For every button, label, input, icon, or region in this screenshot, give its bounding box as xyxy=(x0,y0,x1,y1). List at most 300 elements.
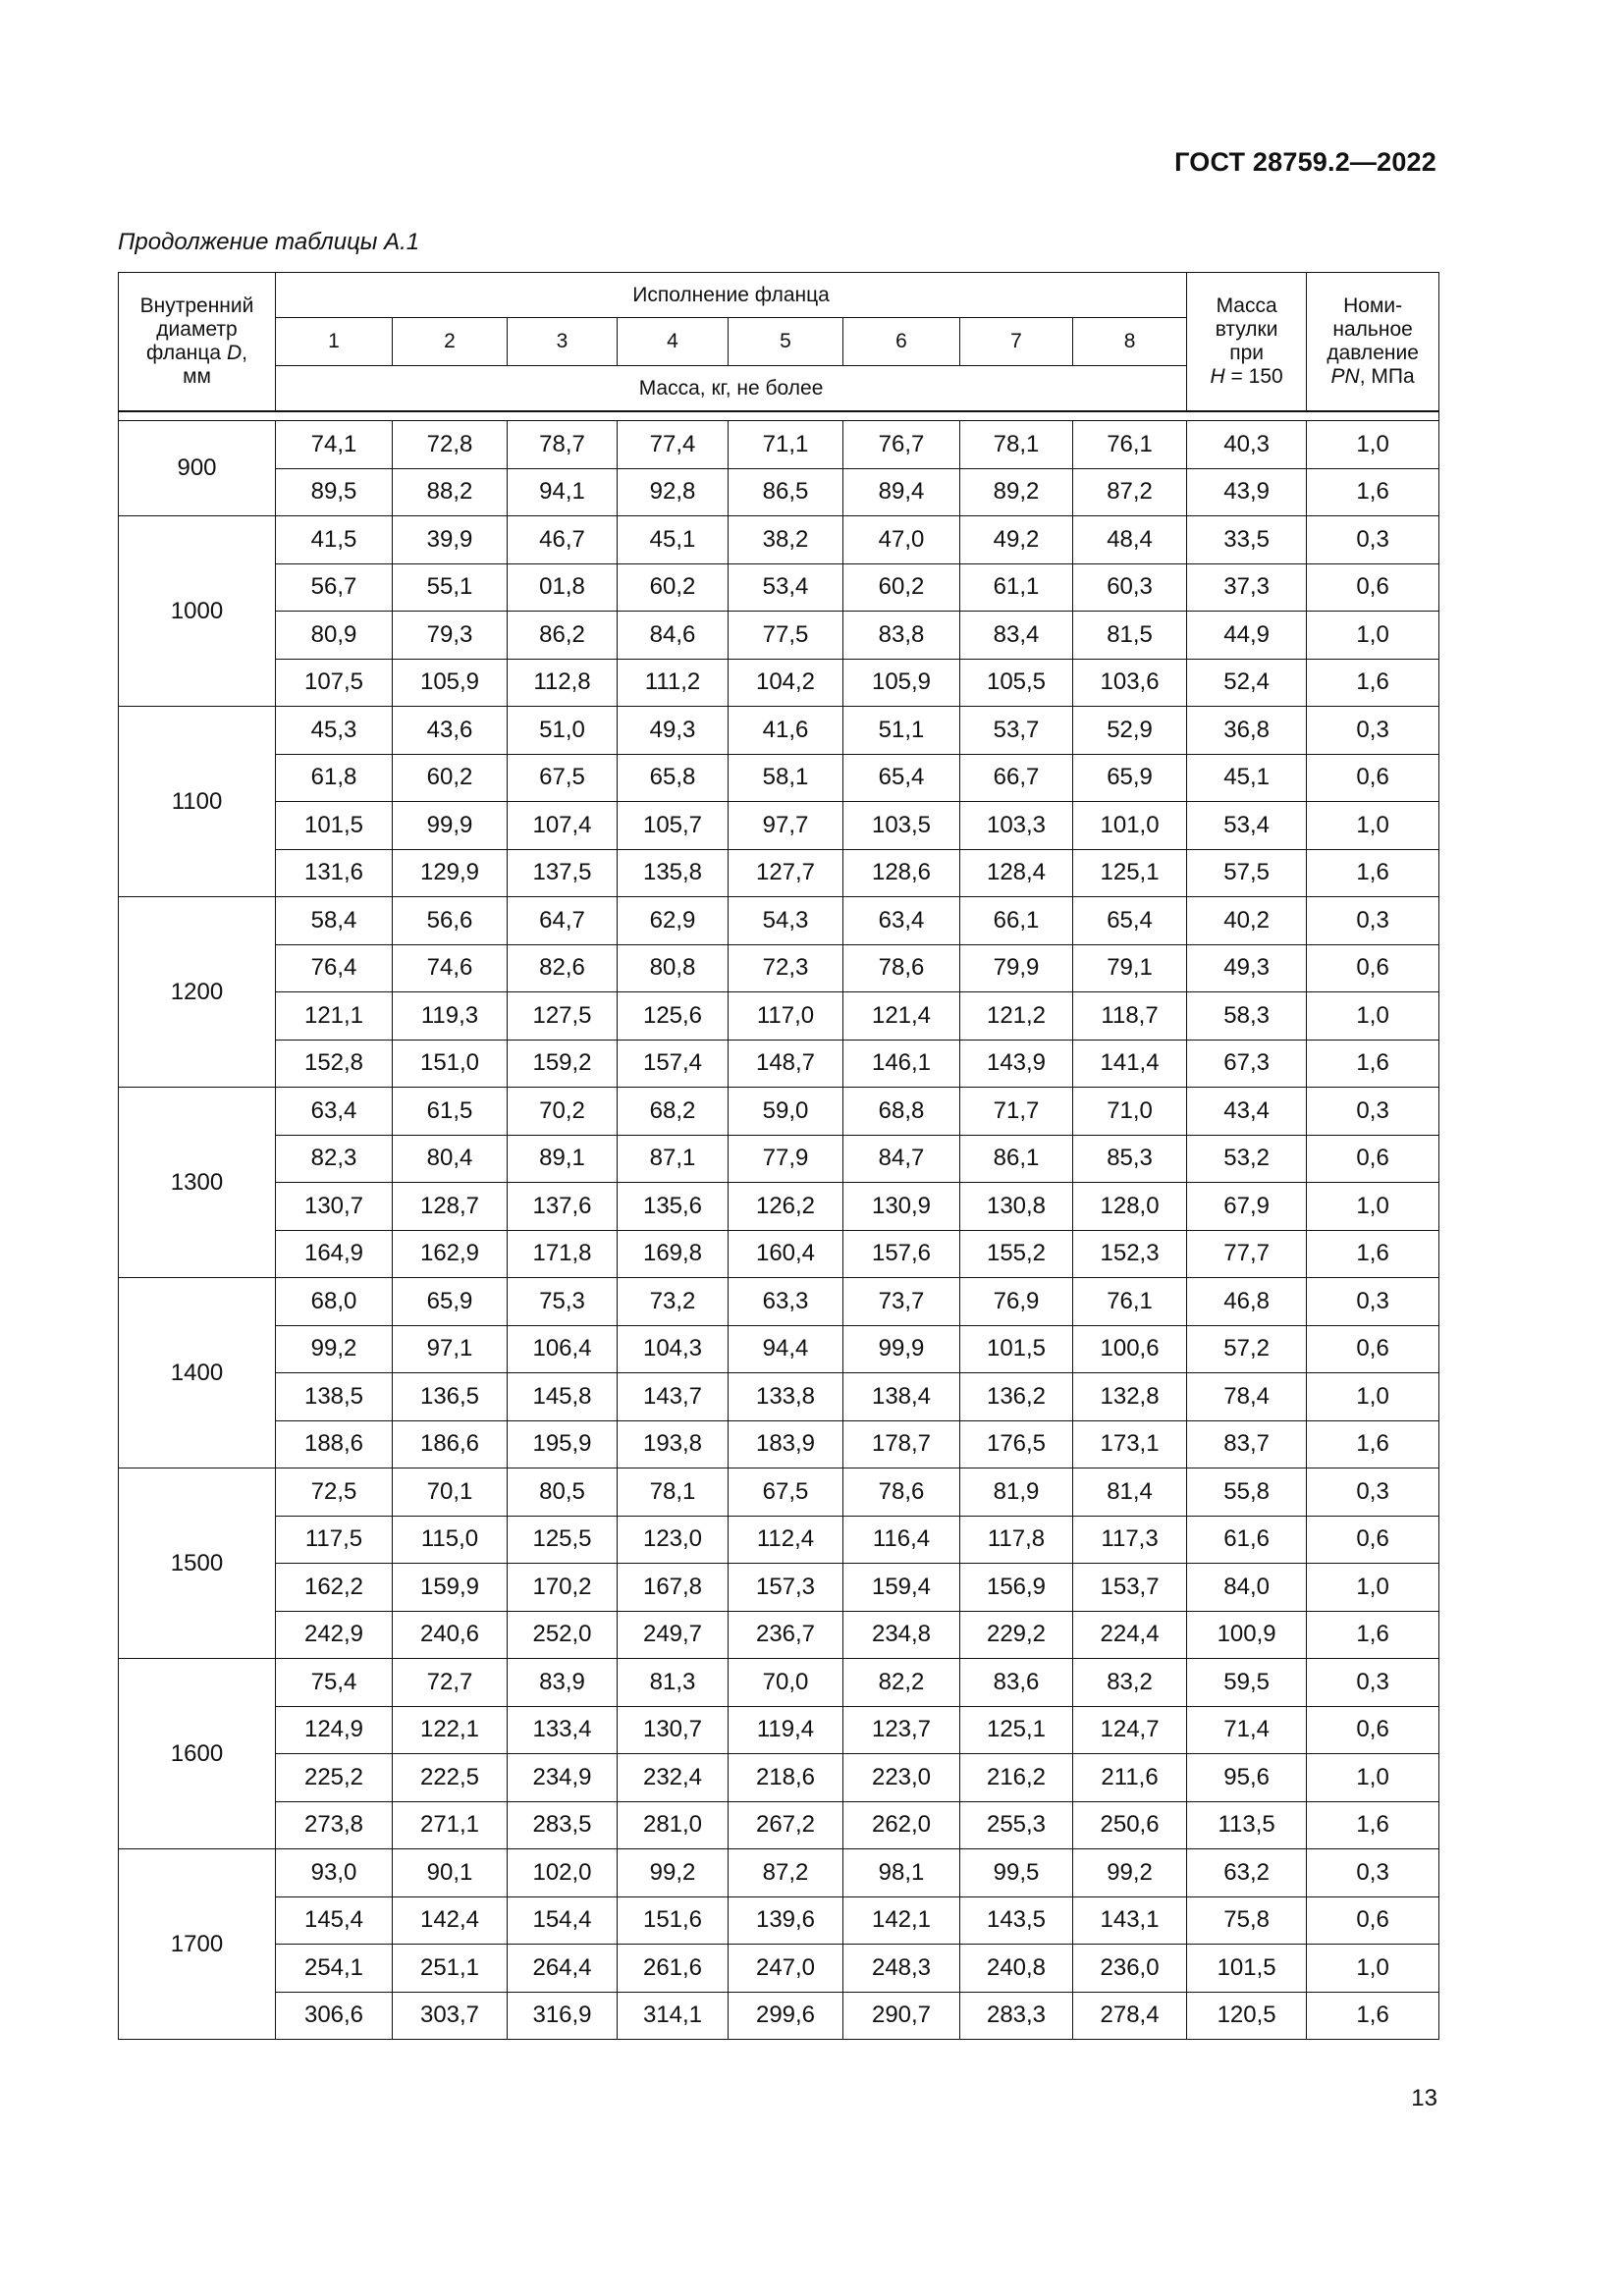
mass-cell: 66,1 xyxy=(960,897,1073,945)
mass-cell: 70,2 xyxy=(508,1088,618,1136)
mass-cell: 43,6 xyxy=(393,707,508,755)
mass-cell: 60,2 xyxy=(393,754,508,802)
table-row xyxy=(119,1706,1439,1754)
mass-cell: 117,5 xyxy=(276,1516,393,1564)
mass-cell: 83,4 xyxy=(960,612,1073,660)
mass-cell: 229,2 xyxy=(960,1611,1073,1659)
mass-cell: 143,1 xyxy=(1073,1896,1187,1945)
mass-cell: 81,5 xyxy=(1073,612,1187,660)
hub-mass-cell: 53,2 xyxy=(1187,1135,1307,1183)
table-row xyxy=(119,1659,1439,1707)
mass-cell: 234,8 xyxy=(843,1611,960,1659)
mass-cell: 58,1 xyxy=(729,754,843,802)
mass-cell: 105,7 xyxy=(618,802,729,850)
mass-cell: 99,9 xyxy=(843,1325,960,1373)
mass-cell: 60,3 xyxy=(1073,563,1187,612)
mass-cell: 112,8 xyxy=(508,659,618,707)
document-code: ГОСТ 28759.2—2022 xyxy=(1174,147,1436,177)
mass-cell: 222,5 xyxy=(393,1754,508,1802)
mass-cell: 45,3 xyxy=(276,707,393,755)
mass-cell: 76,9 xyxy=(960,1278,1073,1326)
diameter-cell: 1100 xyxy=(119,707,276,897)
hub-mass-cell: 43,9 xyxy=(1187,468,1307,516)
mass-cell: 130,9 xyxy=(843,1183,960,1231)
pressure-cell: 1,6 xyxy=(1307,1230,1439,1278)
mass-cell: 87,2 xyxy=(1073,468,1187,516)
mass-cell: 72,5 xyxy=(276,1468,393,1517)
pressure-cell: 0,6 xyxy=(1307,1135,1439,1183)
mass-cell: 148,7 xyxy=(729,1040,843,1088)
mass-cell: 70,1 xyxy=(393,1468,508,1517)
mass-cell: 250,6 xyxy=(1073,1801,1187,1849)
mass-cell: 130,7 xyxy=(618,1706,729,1754)
mass-cell: 97,7 xyxy=(729,802,843,850)
diameter-cell: 1200 xyxy=(119,897,276,1088)
mass-cell: 223,0 xyxy=(843,1754,960,1802)
mass-cell: 46,7 xyxy=(508,516,618,564)
hub-mass-cell: 58,3 xyxy=(1187,992,1307,1041)
mass-cell: 151,0 xyxy=(393,1040,508,1088)
mass-cell: 86,1 xyxy=(960,1135,1073,1183)
mass-cell: 121,4 xyxy=(843,992,960,1041)
table-row xyxy=(119,1611,1439,1659)
mass-cell: 68,2 xyxy=(618,1088,729,1136)
header-separator xyxy=(119,411,1439,421)
mass-cell: 136,5 xyxy=(393,1373,508,1421)
pressure-cell: 1,0 xyxy=(1307,612,1439,660)
pressure-cell: 1,6 xyxy=(1307,1992,1439,2040)
mass-cell: 94,4 xyxy=(729,1325,843,1373)
pressure-cell: 0,6 xyxy=(1307,1706,1439,1754)
mass-cell: 142,1 xyxy=(843,1896,960,1945)
pressure-cell: 1,6 xyxy=(1307,659,1439,707)
mass-cell: 61,1 xyxy=(960,563,1073,612)
mass-cell: 236,0 xyxy=(1073,1945,1187,1993)
mass-cell: 86,5 xyxy=(729,468,843,516)
mass-cell: 39,9 xyxy=(393,516,508,564)
mass-cell: 87,1 xyxy=(618,1135,729,1183)
pressure-cell: 1,0 xyxy=(1307,1373,1439,1421)
mass-cell: 146,1 xyxy=(843,1040,960,1088)
mass-cell: 01,8 xyxy=(508,563,618,612)
mass-cell: 152,8 xyxy=(276,1040,393,1088)
table-row xyxy=(119,1135,1439,1183)
table-row xyxy=(119,1420,1439,1468)
execution-number: 2 xyxy=(393,318,508,366)
mass-cell: 100,6 xyxy=(1073,1325,1187,1373)
mass-cell: 53,4 xyxy=(729,563,843,612)
mass-cell: 252,0 xyxy=(508,1611,618,1659)
mass-cell: 261,6 xyxy=(618,1945,729,1993)
mass-cell: 88,2 xyxy=(393,468,508,516)
mass-cell: 105,9 xyxy=(843,659,960,707)
mass-cell: 153,7 xyxy=(1073,1564,1187,1612)
hub-mass-cell: 57,2 xyxy=(1187,1325,1307,1373)
mass-cell: 232,4 xyxy=(618,1754,729,1802)
mass-cell: 236,7 xyxy=(729,1611,843,1659)
mass-cell: 103,3 xyxy=(960,802,1073,850)
table-row xyxy=(119,1088,1439,1136)
mass-cell: 105,5 xyxy=(960,659,1073,707)
mass-cell: 51,0 xyxy=(508,707,618,755)
mass-cell: 183,9 xyxy=(729,1420,843,1468)
mass-cell: 80,9 xyxy=(276,612,393,660)
hub-mass-cell: 67,3 xyxy=(1187,1040,1307,1088)
pressure-cell: 0,6 xyxy=(1307,1516,1439,1564)
table-row xyxy=(119,1230,1439,1278)
mass-cell: 316,9 xyxy=(508,1992,618,2040)
pressure-cell: 0,3 xyxy=(1307,707,1439,755)
table-row xyxy=(119,897,1439,945)
mass-cell: 218,6 xyxy=(729,1754,843,1802)
mass-cell: 48,4 xyxy=(1073,516,1187,564)
mass-cell: 54,3 xyxy=(729,897,843,945)
table-row xyxy=(119,1849,1439,1897)
mass-cell: 107,4 xyxy=(508,802,618,850)
pressure-cell: 1,6 xyxy=(1307,1420,1439,1468)
pressure-cell: 0,3 xyxy=(1307,1468,1439,1517)
mass-cell: 255,3 xyxy=(960,1801,1073,1849)
hub-mass-cell: 53,4 xyxy=(1187,802,1307,850)
mass-cell: 78,1 xyxy=(960,421,1073,469)
column-header-hub-mass: Масса втулки при H = 150 xyxy=(1187,273,1307,412)
mass-cell: 56,6 xyxy=(393,897,508,945)
table-row xyxy=(119,659,1439,707)
hub-mass-cell: 71,4 xyxy=(1187,1706,1307,1754)
mass-cell: 66,7 xyxy=(960,754,1073,802)
mass-cell: 131,6 xyxy=(276,849,393,897)
mass-cell: 65,9 xyxy=(1073,754,1187,802)
hub-mass-cell: 78,4 xyxy=(1187,1373,1307,1421)
mass-cell: 133,8 xyxy=(729,1373,843,1421)
pressure-cell: 1,0 xyxy=(1307,1754,1439,1802)
table-row xyxy=(119,849,1439,897)
mass-cell: 145,8 xyxy=(508,1373,618,1421)
mass-cell: 143,5 xyxy=(960,1896,1073,1945)
pressure-cell: 0,6 xyxy=(1307,944,1439,992)
mass-cell: 60,2 xyxy=(843,563,960,612)
mass-cell: 234,9 xyxy=(508,1754,618,1802)
pressure-cell: 0,3 xyxy=(1307,1659,1439,1707)
mass-cell: 79,9 xyxy=(960,944,1073,992)
execution-number: 1 xyxy=(276,318,393,366)
mass-cell: 135,6 xyxy=(618,1183,729,1231)
table-row xyxy=(119,707,1439,755)
mass-cell: 143,9 xyxy=(960,1040,1073,1088)
mass-cell: 159,9 xyxy=(393,1564,508,1612)
diameter-cell: 1000 xyxy=(119,516,276,707)
mass-cell: 157,4 xyxy=(618,1040,729,1088)
mass-cell: 138,4 xyxy=(843,1373,960,1421)
mass-cell: 124,7 xyxy=(1073,1706,1187,1754)
mass-cell: 247,0 xyxy=(729,1945,843,1993)
mass-cell: 61,8 xyxy=(276,754,393,802)
diameter-cell: 1300 xyxy=(119,1088,276,1278)
hub-mass-cell: 57,5 xyxy=(1187,849,1307,897)
hub-mass-cell: 37,3 xyxy=(1187,563,1307,612)
mass-cell: 38,2 xyxy=(729,516,843,564)
mass-cell: 53,7 xyxy=(960,707,1073,755)
mass-cell: 119,4 xyxy=(729,1706,843,1754)
mass-cell: 124,9 xyxy=(276,1706,393,1754)
execution-number: 6 xyxy=(843,318,960,366)
mass-cell: 154,4 xyxy=(508,1896,618,1945)
mass-cell: 99,2 xyxy=(1073,1849,1187,1897)
diameter-cell: 900 xyxy=(119,421,276,516)
pressure-cell: 0,3 xyxy=(1307,1088,1439,1136)
table-caption: Продолжение таблицы А.1 xyxy=(118,229,420,255)
mass-cell: 72,8 xyxy=(393,421,508,469)
mass-cell: 77,9 xyxy=(729,1135,843,1183)
mass-cell: 169,8 xyxy=(618,1230,729,1278)
pressure-cell: 0,6 xyxy=(1307,1896,1439,1945)
hub-mass-cell: 40,2 xyxy=(1187,897,1307,945)
mass-cell: 112,4 xyxy=(729,1516,843,1564)
mass-cell: 85,3 xyxy=(1073,1135,1187,1183)
table-row xyxy=(119,1325,1439,1373)
hub-mass-cell: 63,2 xyxy=(1187,1849,1307,1897)
mass-cell: 248,3 xyxy=(843,1945,960,1993)
mass-cell: 89,1 xyxy=(508,1135,618,1183)
mass-cell: 267,2 xyxy=(729,1801,843,1849)
mass-cell: 130,8 xyxy=(960,1183,1073,1231)
mass-cell: 73,7 xyxy=(843,1278,960,1326)
mass-cell: 60,2 xyxy=(618,563,729,612)
mass-cell: 299,6 xyxy=(729,1992,843,2040)
table-row xyxy=(119,1468,1439,1517)
mass-cell: 137,5 xyxy=(508,849,618,897)
mass-cell: 74,6 xyxy=(393,944,508,992)
mass-cell: 162,2 xyxy=(276,1564,393,1612)
mass-cell: 65,4 xyxy=(843,754,960,802)
mass-cell: 99,5 xyxy=(960,1849,1073,1897)
mass-cell: 306,6 xyxy=(276,1992,393,2040)
mass-cell: 64,7 xyxy=(508,897,618,945)
mass-cell: 123,7 xyxy=(843,1706,960,1754)
mass-cell: 83,9 xyxy=(508,1659,618,1707)
mass-cell: 71,7 xyxy=(960,1088,1073,1136)
table-row xyxy=(119,1896,1439,1945)
column-header-pressure: Номи- нальное давление PN, МПа xyxy=(1307,273,1439,412)
mass-cell: 104,3 xyxy=(618,1325,729,1373)
mass-cell: 76,4 xyxy=(276,944,393,992)
mass-cell: 75,3 xyxy=(508,1278,618,1326)
mass-cell: 58,4 xyxy=(276,897,393,945)
mass-cell: 126,2 xyxy=(729,1183,843,1231)
hub-mass-cell: 83,7 xyxy=(1187,1420,1307,1468)
mass-cell: 283,5 xyxy=(508,1801,618,1849)
mass-cell: 128,0 xyxy=(1073,1183,1187,1231)
hub-mass-cell: 75,8 xyxy=(1187,1896,1307,1945)
mass-cell: 159,2 xyxy=(508,1040,618,1088)
diameter-cell: 1600 xyxy=(119,1659,276,1849)
mass-subheader: Масса, кг, не более xyxy=(276,366,1187,412)
mass-cell: 78,6 xyxy=(843,944,960,992)
mass-cell: 176,5 xyxy=(960,1420,1073,1468)
mass-cell: 125,1 xyxy=(1073,849,1187,897)
mass-cell: 59,0 xyxy=(729,1088,843,1136)
hub-mass-cell: 36,8 xyxy=(1187,707,1307,755)
mass-cell: 278,4 xyxy=(1073,1992,1187,2040)
mass-cell: 67,5 xyxy=(508,754,618,802)
mass-cell: 63,4 xyxy=(843,897,960,945)
hub-mass-cell: 43,4 xyxy=(1187,1088,1307,1136)
mass-cell: 99,2 xyxy=(276,1325,393,1373)
mass-cell: 115,0 xyxy=(393,1516,508,1564)
execution-number: 7 xyxy=(960,318,1073,366)
pressure-cell: 1,6 xyxy=(1307,468,1439,516)
table-row xyxy=(119,516,1439,564)
execution-number: 5 xyxy=(729,318,843,366)
hub-mass-cell: 44,9 xyxy=(1187,612,1307,660)
mass-cell: 67,5 xyxy=(729,1468,843,1517)
mass-cell: 47,0 xyxy=(843,516,960,564)
mass-cell: 89,2 xyxy=(960,468,1073,516)
hub-mass-cell: 113,5 xyxy=(1187,1801,1307,1849)
mass-cell: 211,6 xyxy=(1073,1754,1187,1802)
hub-mass-cell: 101,5 xyxy=(1187,1945,1307,1993)
pressure-cell: 0,3 xyxy=(1307,1849,1439,1897)
mass-cell: 55,1 xyxy=(393,563,508,612)
mass-cell: 143,7 xyxy=(618,1373,729,1421)
mass-cell: 71,0 xyxy=(1073,1088,1187,1136)
table-body xyxy=(119,421,1439,2040)
mass-cell: 105,9 xyxy=(393,659,508,707)
mass-cell: 78,1 xyxy=(618,1468,729,1517)
hub-mass-cell: 100,9 xyxy=(1187,1611,1307,1659)
mass-cell: 128,4 xyxy=(960,849,1073,897)
mass-cell: 107,5 xyxy=(276,659,393,707)
mass-cell: 74,1 xyxy=(276,421,393,469)
mass-cell: 41,6 xyxy=(729,707,843,755)
mass-cell: 75,4 xyxy=(276,1659,393,1707)
table-row xyxy=(119,1278,1439,1326)
mass-cell: 80,8 xyxy=(618,944,729,992)
mass-cell: 224,4 xyxy=(1073,1611,1187,1659)
table-row xyxy=(119,421,1439,469)
table-row xyxy=(119,754,1439,802)
mass-cell: 136,2 xyxy=(960,1373,1073,1421)
mass-cell: 78,6 xyxy=(843,1468,960,1517)
mass-cell: 83,2 xyxy=(1073,1659,1187,1707)
mass-cell: 80,5 xyxy=(508,1468,618,1517)
mass-cell: 76,1 xyxy=(1073,1278,1187,1326)
mass-cell: 84,7 xyxy=(843,1135,960,1183)
pressure-cell: 0,6 xyxy=(1307,1325,1439,1373)
pressure-cell: 0,3 xyxy=(1307,1278,1439,1326)
hub-mass-cell: 59,5 xyxy=(1187,1659,1307,1707)
mass-cell: 65,4 xyxy=(1073,897,1187,945)
mass-cell: 121,2 xyxy=(960,992,1073,1041)
mass-cell: 254,1 xyxy=(276,1945,393,1993)
mass-cell: 117,0 xyxy=(729,992,843,1041)
execution-number: 8 xyxy=(1073,318,1187,366)
mass-cell: 130,7 xyxy=(276,1183,393,1231)
mass-cell: 97,1 xyxy=(393,1325,508,1373)
mass-cell: 87,2 xyxy=(729,1849,843,1897)
table-row xyxy=(119,1754,1439,1802)
mass-cell: 171,8 xyxy=(508,1230,618,1278)
pressure-cell: 1,0 xyxy=(1307,1564,1439,1612)
mass-cell: 290,7 xyxy=(843,1992,960,2040)
mass-cell: 77,4 xyxy=(618,421,729,469)
mass-cell: 63,4 xyxy=(276,1088,393,1136)
mass-cell: 132,8 xyxy=(1073,1373,1187,1421)
mass-cell: 63,3 xyxy=(729,1278,843,1326)
mass-cell: 71,1 xyxy=(729,421,843,469)
mass-cell: 157,3 xyxy=(729,1564,843,1612)
hub-mass-cell: 40,3 xyxy=(1187,421,1307,469)
table-row xyxy=(119,1564,1439,1612)
mass-cell: 51,1 xyxy=(843,707,960,755)
mass-cell: 155,2 xyxy=(960,1230,1073,1278)
table-row xyxy=(119,1516,1439,1564)
diameter-cell: 1400 xyxy=(119,1278,276,1468)
table-row xyxy=(119,944,1439,992)
table-row xyxy=(119,1040,1439,1088)
mass-cell: 151,6 xyxy=(618,1896,729,1945)
hub-mass-cell: 120,5 xyxy=(1187,1992,1307,2040)
pressure-cell: 1,6 xyxy=(1307,1040,1439,1088)
mass-cell: 68,8 xyxy=(843,1088,960,1136)
hub-mass-cell: 49,3 xyxy=(1187,944,1307,992)
mass-cell: 98,1 xyxy=(843,1849,960,1897)
table-row xyxy=(119,992,1439,1041)
mass-cell: 273,8 xyxy=(276,1801,393,1849)
mass-cell: 162,9 xyxy=(393,1230,508,1278)
mass-cell: 125,5 xyxy=(508,1516,618,1564)
pressure-cell: 1,6 xyxy=(1307,849,1439,897)
mass-cell: 82,3 xyxy=(276,1135,393,1183)
mass-cell: 138,5 xyxy=(276,1373,393,1421)
mass-cell: 82,6 xyxy=(508,944,618,992)
mass-cell: 73,2 xyxy=(618,1278,729,1326)
mass-cell: 101,5 xyxy=(276,802,393,850)
mass-cell: 125,1 xyxy=(960,1706,1073,1754)
mass-cell: 77,5 xyxy=(729,612,843,660)
mass-cell: 142,4 xyxy=(393,1896,508,1945)
hub-mass-cell: 67,9 xyxy=(1187,1183,1307,1231)
mass-cell: 81,9 xyxy=(960,1468,1073,1517)
mass-cell: 249,7 xyxy=(618,1611,729,1659)
mass-cell: 93,0 xyxy=(276,1849,393,1897)
mass-cell: 116,4 xyxy=(843,1516,960,1564)
mass-cell: 68,0 xyxy=(276,1278,393,1326)
mass-cell: 76,1 xyxy=(1073,421,1187,469)
pressure-cell: 1,0 xyxy=(1307,992,1439,1041)
pressure-cell: 1,0 xyxy=(1307,1945,1439,1993)
mass-cell: 128,6 xyxy=(843,849,960,897)
mass-cell: 133,4 xyxy=(508,1706,618,1754)
mass-cell: 240,6 xyxy=(393,1611,508,1659)
mass-cell: 122,1 xyxy=(393,1706,508,1754)
mass-cell: 104,2 xyxy=(729,659,843,707)
table-row xyxy=(119,1373,1439,1421)
mass-cell: 56,7 xyxy=(276,563,393,612)
mass-cell: 99,2 xyxy=(618,1849,729,1897)
mass-cell: 262,0 xyxy=(843,1801,960,1849)
pressure-cell: 1,0 xyxy=(1307,1183,1439,1231)
diameter-cell: 1700 xyxy=(119,1849,276,2040)
hub-mass-cell: 84,0 xyxy=(1187,1564,1307,1612)
mass-cell: 178,7 xyxy=(843,1420,960,1468)
mass-cell: 117,3 xyxy=(1073,1516,1187,1564)
mass-cell: 79,1 xyxy=(1073,944,1187,992)
mass-cell: 283,3 xyxy=(960,1992,1073,2040)
column-header-execution: Исполнение фланца xyxy=(276,273,1187,318)
mass-cell: 135,8 xyxy=(618,849,729,897)
mass-cell: 41,5 xyxy=(276,516,393,564)
